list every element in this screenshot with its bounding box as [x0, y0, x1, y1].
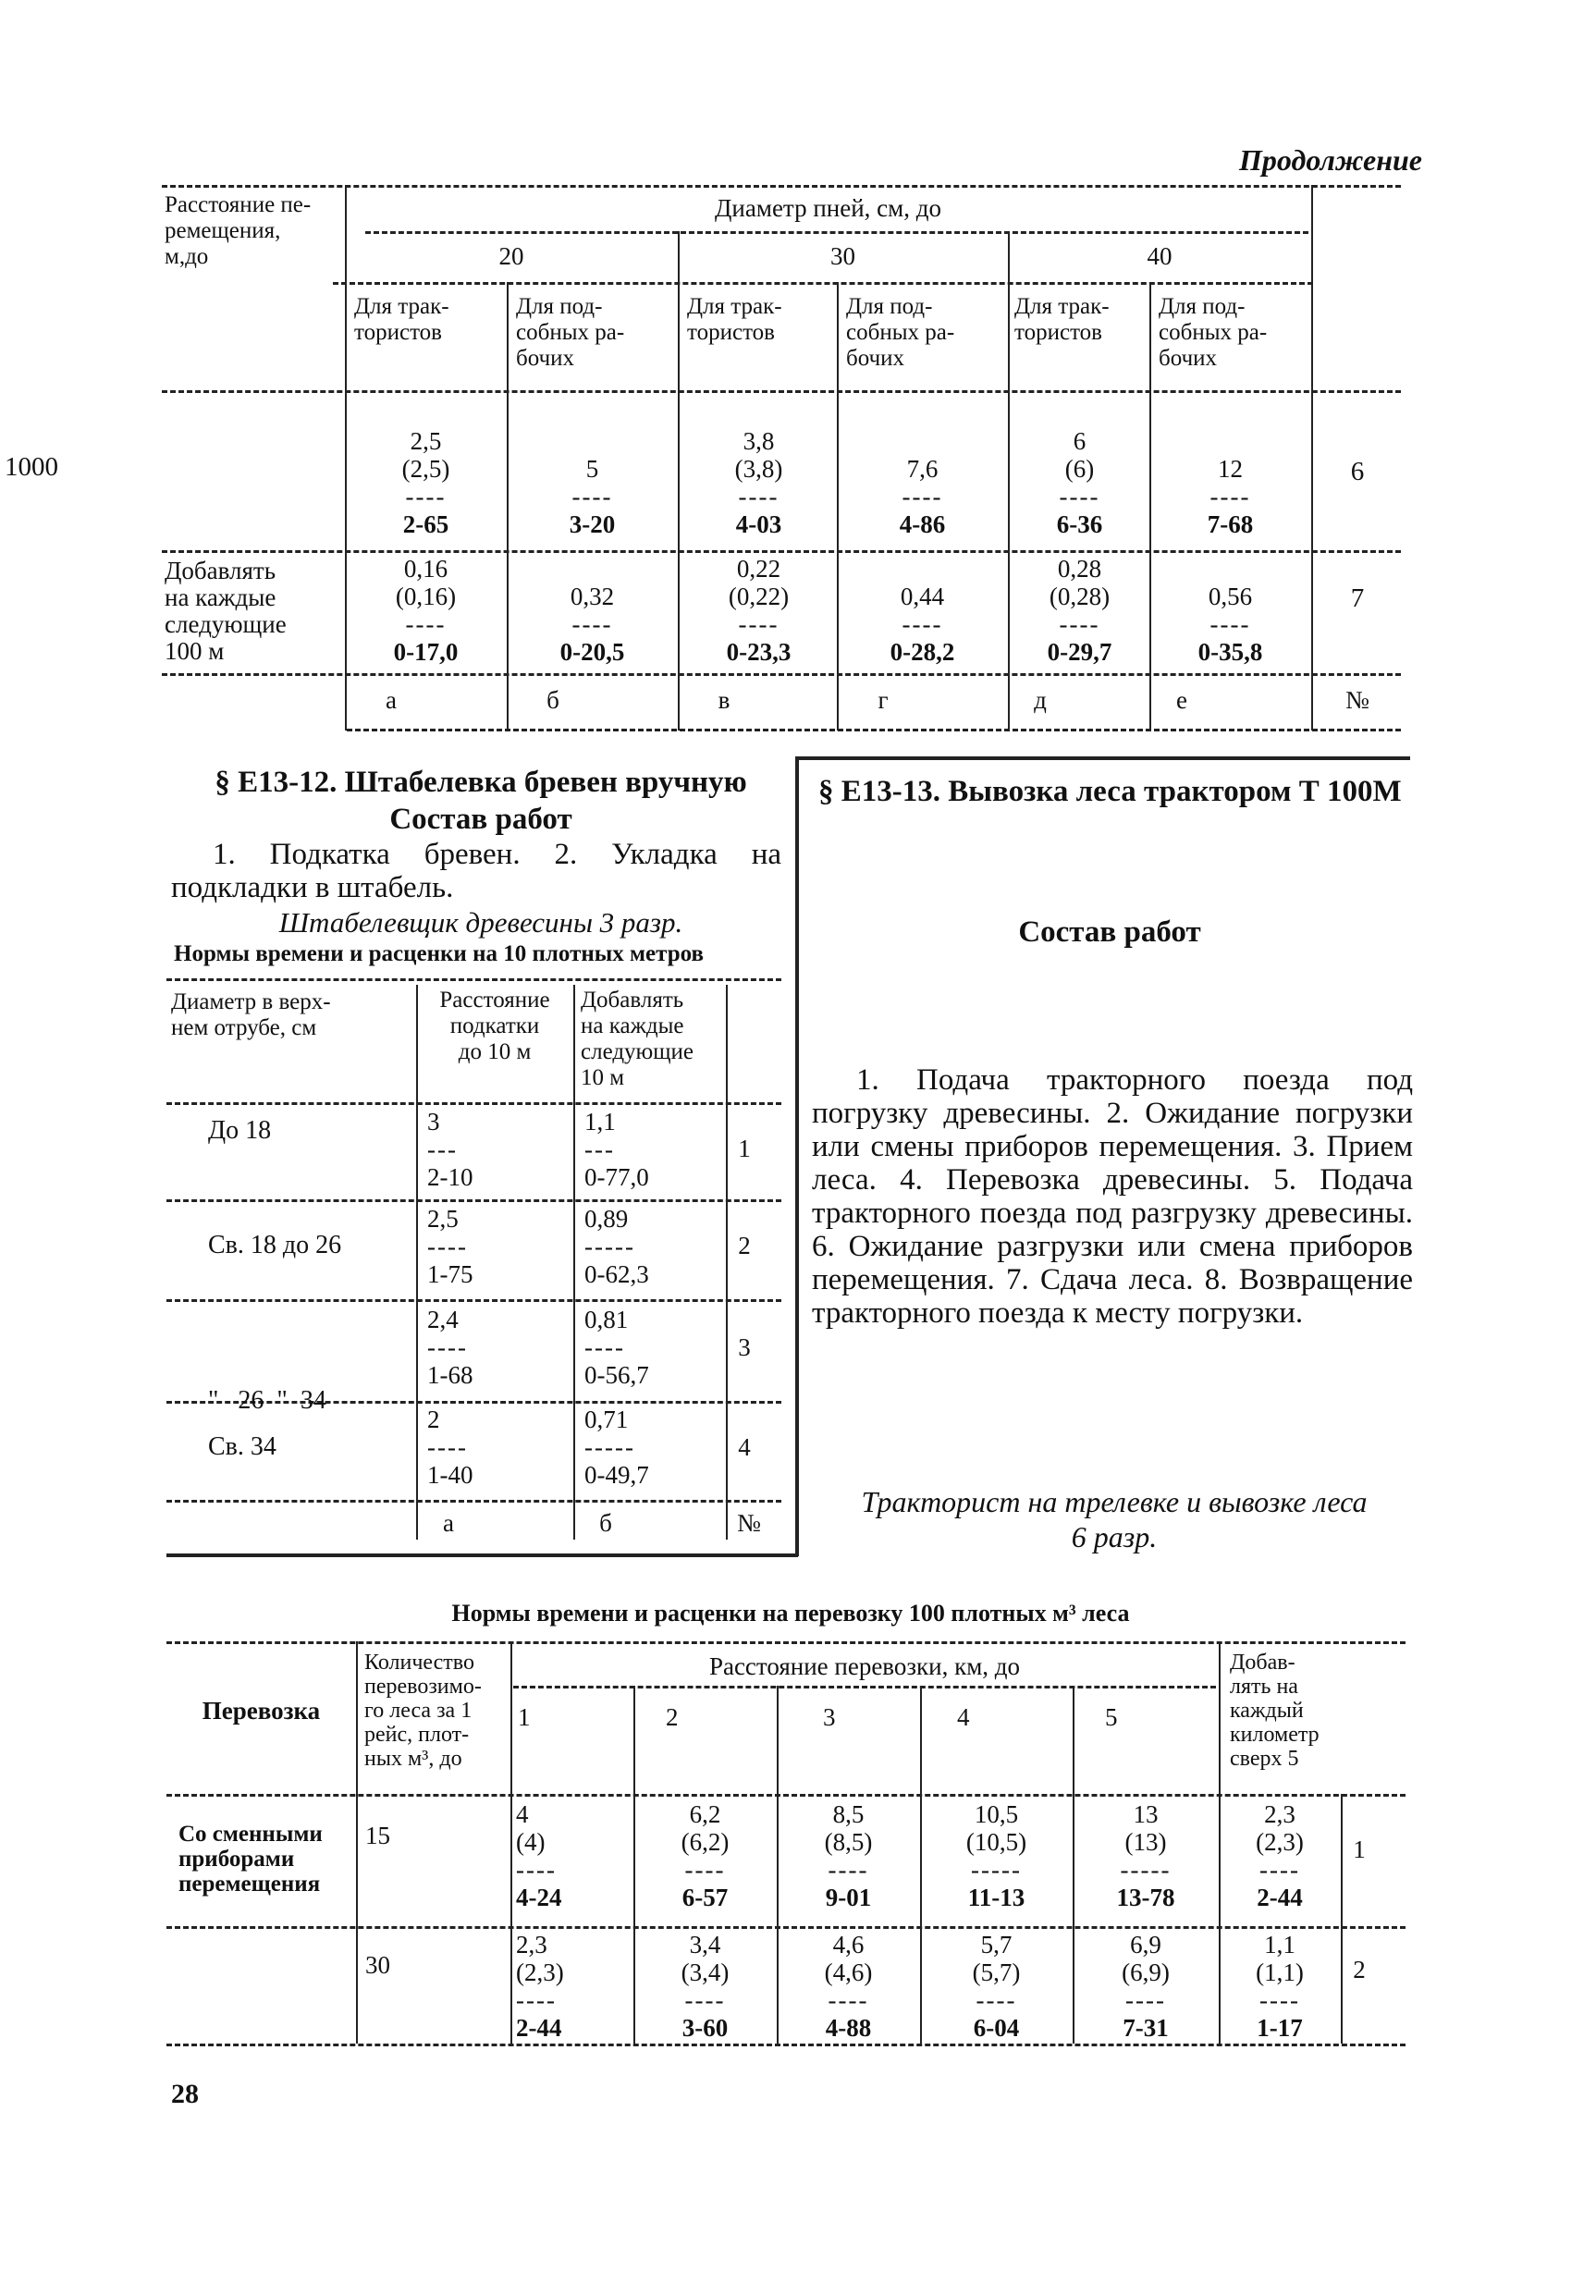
sub-header-4: Для под- собных ра- бочих: [846, 294, 955, 371]
cell-frac: 0,81 ---- 0-56,7: [584, 1306, 649, 1389]
cell-frac: 13 (13) ----- 13-78: [1116, 1800, 1175, 1911]
col-letter: а: [443, 1509, 454, 1537]
km-header: 5: [1105, 1703, 1118, 1731]
cell-frac: 1,1 --- 0-77,0: [584, 1108, 649, 1191]
cell-frac: 0,32 ---- 0-20,5: [559, 583, 625, 666]
col-distance-header: Расстояние пе- ремещения, м,до: [165, 192, 312, 269]
cell-frac: 0,16 (0,16) ---- 0-17,0: [393, 555, 459, 666]
cell-frac: 4 (4) ---- 4-24: [516, 1800, 562, 1911]
row-num: 6: [1350, 457, 1365, 486]
cell-frac: 6,2 (6,2) ---- 6-57: [681, 1800, 730, 1911]
cell-frac: 5,7 (5,7) ---- 6-04: [972, 1931, 1021, 2042]
table-row: До 18: [208, 1116, 272, 1145]
composition-text: 1. Подача тракторного поезда под погрузку древесины. 2. Ожидание погрузки или смены приборов перемещения. 3. Прием леса. 4. Перевозка древесины. 5. Подача тракторного поезда под разгрузку древесины. 6. Ожидание разгрузки или смена приборов перемещения. 7. Сдача леса. 8. Возвращение тракторного поезда к месту погрузки.: [812, 1063, 1413, 1330]
diameter-40: 40: [1147, 242, 1172, 270]
cell-frac: 8,5 (8,5) ---- 9-01: [824, 1800, 873, 1911]
col-letter: б: [546, 686, 559, 714]
col-letter: №: [1345, 686, 1369, 714]
worker-grade: Тракторист на трелевке и вывозке леса 6 разр.: [861, 1485, 1368, 1553]
composition-heading: Состав работ: [1018, 915, 1201, 949]
sub-header-3: Для трак- тористов: [687, 294, 782, 345]
col-letter: е: [1176, 686, 1187, 714]
row-num: 4: [738, 1433, 751, 1461]
cell-frac: 0,71 ----- 0-49,7: [584, 1406, 649, 1489]
diameter-20: 20: [498, 242, 524, 270]
cell-frac: 3,4 (3,4) ---- 3-60: [681, 1931, 730, 2042]
diameter-30: 30: [830, 242, 855, 270]
cell-frac: 1,1 (1,1) ---- 1-17: [1256, 1931, 1304, 2042]
table-row: " 26 " 34: [208, 1386, 326, 1415]
row-num: 3: [738, 1333, 751, 1361]
cell-frac: 0,22 (0,22) ---- 0-23,3: [726, 555, 792, 666]
sub-header-6: Для под- собных ра- бочих: [1159, 294, 1268, 371]
col-add-header: Добав- лять на каждый километр сверх 5: [1230, 1651, 1320, 1771]
row-label: 1000: [5, 452, 58, 482]
row-num: 1: [1353, 1836, 1366, 1863]
col-letter: б: [599, 1509, 612, 1537]
row-num: 2: [1353, 1956, 1366, 1983]
cell-frac: 2,5 (2,5) ---- 2-65: [401, 427, 450, 538]
row-num: 2: [738, 1232, 751, 1259]
cell-frac: 2,3 (2,3) ---- 2-44: [1256, 1800, 1304, 1911]
composition-text: 1. Подкатка бревен. 2. Укладка на подкладки в штабель.: [171, 838, 781, 904]
col-quantity-header: Количество перевозимо- го леса за 1 рейс, плот- ных м³, до: [364, 1651, 482, 1771]
cell-frac: 2 ---- 1-40: [427, 1406, 473, 1489]
col-letter: в: [718, 686, 730, 714]
col-letter: №: [737, 1509, 761, 1537]
continuation-label: Продолжение: [1239, 143, 1422, 177]
col-add-header: Добавлять на каждые следующие 10 м: [581, 988, 694, 1090]
cell-frac: 2,4 ---- 1-68: [427, 1306, 473, 1389]
cell-frac: 3 --- 2-10: [427, 1108, 473, 1191]
sub-header-2: Для под- собных ра- бочих: [516, 294, 625, 371]
km-header: 1: [518, 1703, 531, 1731]
cell-frac: 3,8 (3,8) ---- 4-03: [734, 427, 783, 538]
row-label: Добавлять на каждые следующие 100 м: [165, 557, 287, 665]
col-letter: а: [386, 686, 397, 714]
col-diameter-header: Диаметр в верх- нем отрубе, см: [171, 989, 331, 1040]
km-header: 2: [666, 1703, 679, 1731]
section-title: § Е13-13. Вывозка леса трактором Т 100М: [818, 775, 1402, 808]
section-title: § Е13-12. Штабелевка бревен вручную: [215, 766, 747, 799]
col-roll-distance-header: Расстояние подкатки до 10 м: [439, 988, 550, 1064]
cell-frac: 0,28 (0,28) ---- 0-29,7: [1047, 555, 1112, 666]
col-distance-header: Расстояние перевозки, км, до: [708, 1652, 1021, 1680]
col-transport-header: Перевозка: [202, 1697, 321, 1725]
cell-frac: 6,9 (6,9) ---- 7-31: [1122, 1931, 1170, 2042]
col-letter: д: [1034, 686, 1047, 714]
cell-frac: 0,56 ---- 0-35,8: [1197, 583, 1263, 666]
row-num: 7: [1350, 583, 1365, 613]
sub-header-1: Для трак- тористов: [354, 294, 449, 345]
cell-frac: 7,6 ---- 4-86: [899, 455, 946, 538]
col-diameter-header: Диаметр пней, см, до: [715, 194, 941, 222]
cell-frac: 5 ---- 3-20: [569, 455, 616, 538]
table-row: Св. 18 до 26: [208, 1231, 342, 1259]
cell-frac: 2,3 (2,3) ---- 2-44: [516, 1931, 564, 2042]
page-number: 28: [171, 2079, 199, 2109]
group-label: Со сменными приборами перемещения: [178, 1822, 323, 1897]
sub-header-5: Для трак- тористов: [1014, 294, 1110, 345]
cell-frac: 2,5 ---- 1-75: [427, 1205, 473, 1288]
table-title: Нормы времени и расценки на перевозку 100 плотных м³ леса: [451, 1600, 1130, 1627]
row-num: 1: [738, 1135, 751, 1162]
composition-heading: Состав работ: [389, 803, 572, 836]
cell-frac: 0,44 ---- 0-28,2: [890, 583, 955, 666]
cell-frac: 12 ---- 7-68: [1207, 455, 1254, 538]
km-header: 3: [823, 1703, 836, 1731]
table-row: Св. 34: [208, 1432, 276, 1461]
quantity-30: 30: [365, 1951, 390, 1979]
quantity-15: 15: [365, 1822, 390, 1849]
cell-frac: 6 (6) ---- 6-36: [1056, 427, 1103, 538]
col-letter: г: [878, 686, 889, 714]
cell-frac: 10,5 (10,5) ----- 11-13: [965, 1800, 1027, 1911]
cell-frac: 0,89 ----- 0-62,3: [584, 1205, 649, 1288]
norms-heading: Нормы времени и расценки на 10 плотных метров: [174, 941, 705, 966]
worker-grade: Штабелевщик древесины 3 разр.: [278, 906, 683, 939]
cell-frac: 4,6 (4,6) ---- 4-88: [824, 1931, 873, 2042]
km-header: 4: [957, 1703, 970, 1731]
